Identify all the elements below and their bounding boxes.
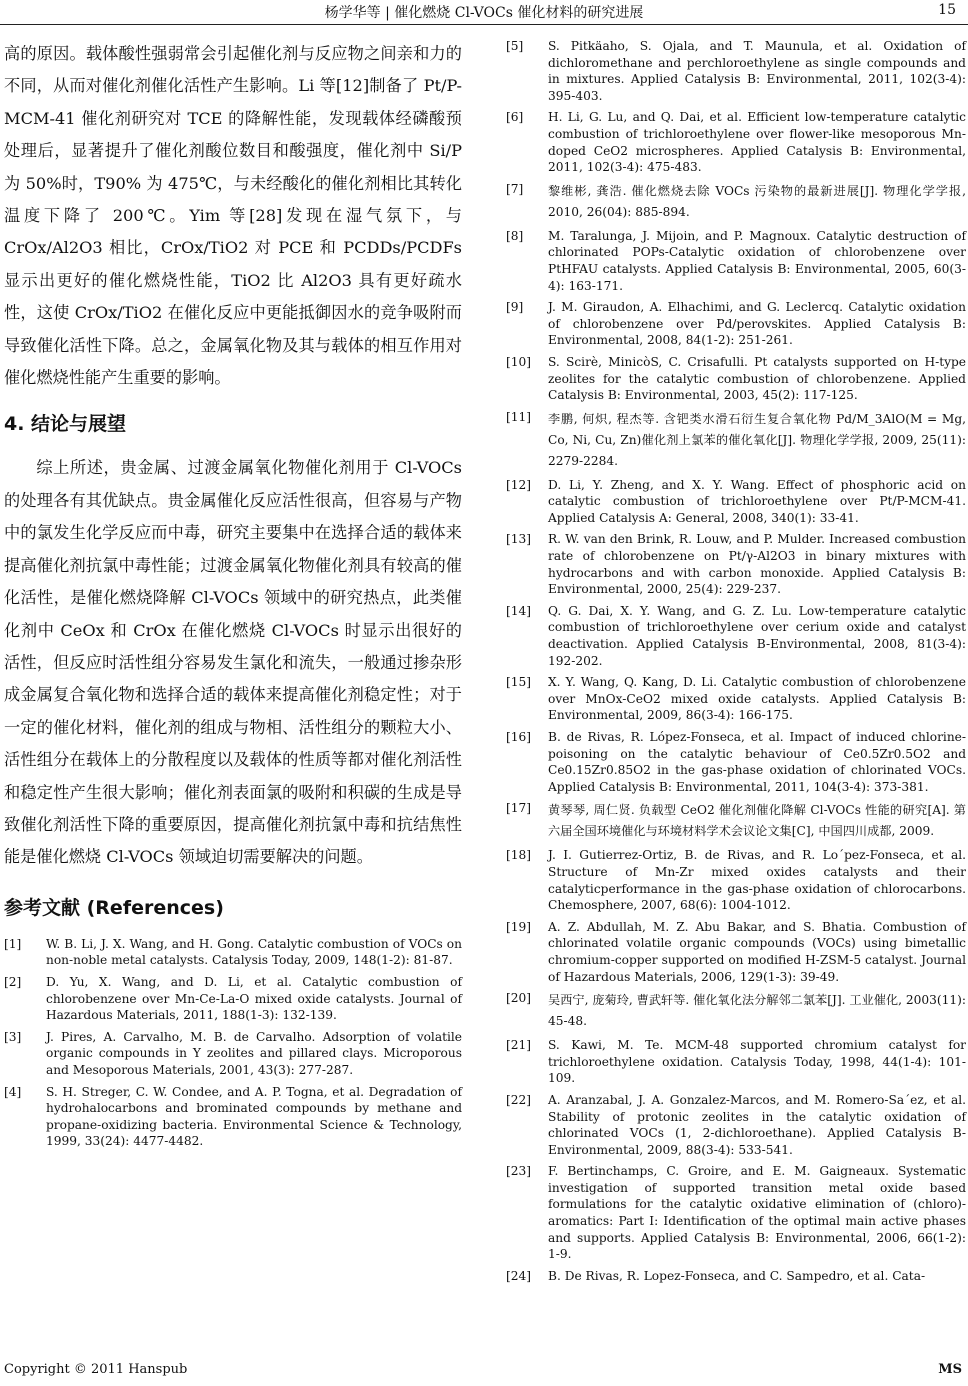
reference-item	[506, 919, 966, 985]
reference-item	[506, 1037, 966, 1087]
reference-item	[506, 228, 966, 294]
journal-abbrev: MS	[938, 1362, 962, 1377]
reference-item	[506, 603, 966, 669]
reference-item	[506, 729, 966, 795]
reference-item	[4, 974, 462, 1024]
left-column	[4, 38, 462, 1155]
reference-item	[506, 1092, 966, 1158]
reference-text: 黎维彬, 龚浩. 催化燃烧去除 VOCs 污染物的最新进展[J]. 物理化学学报, 2010, 26(04): 885-894.	[548, 183, 966, 219]
reference-text: A. Z. Abdullah, M. Z. Abu Bakar, and S. Bhatia. Combustion of chlorinated volatile organic compounds (VOCs) using bimetallic chromium-copper supported on modified H-ZSM-5 catalyst. Journal of Hazardous Materials, 2006, 129(1-3): 39-49.	[548, 919, 966, 984]
running-title: 杨学华等 | 催化燃烧 Cl-VOCs 催化材料的研究进展	[324, 5, 644, 21]
reference-text: A. Aranzabal, J. A. Gonzalez-Marcos, and M. Romero-Sa´ez, et al. Stability of protonic zeolites in the catalytic oxidation of chlorinated VOCs (1, 2-dichloroethane). Applied Catalysis B-Environmental, 2009, 88(3-4): 533-541.	[548, 1092, 966, 1157]
body-paragraph-2: 综上所述，贵金属、过渡金属氧化物催化剂用于 Cl-VOCs 的处理各有其优缺点。贵金属催化反应活性很高，但容易与产物中的氯发生化学反应而中毒，研究主要集中在选择合适的载体来提高催化剂抗氯中毒性能；过渡金属氧化物催化剂具有较高的催化活性，是催化燃烧降解 Cl-VOCs 领域中的研究热点，此类催化剂中 CeOx 和 CrOx 在催化燃烧 Cl-VOCs 时显示出很好的活性，但反应时活性组分容易发生氯化和流失，一般通过掺杂形成金属复合氧化物和选择合适的载体来提高催化剂稳定性；对于一定的催化材料，催化剂的组成与物相、活性组分的颗粒大小、活性组分在载体上的分散程度以及载体的性质等都对催化剂活性和稳定性产生很大影响；催化剂表面氯的吸附和积碳的生成是导致催化剂活性下降的重要原因，提高催化剂抗氯中毒和抗结焦性能是催化燃烧 Cl-VOCs 领域迫切需要解决的问题。	[4, 458, 462, 867]
reference-item	[4, 1084, 462, 1150]
reference-item	[506, 477, 966, 527]
reference-item	[506, 109, 966, 175]
reference-number: [3]	[4, 1029, 22, 1044]
reference-number: [8]	[506, 228, 524, 243]
reference-item	[506, 38, 966, 104]
reference-number: [5]	[506, 39, 524, 53]
reference-number: [7]	[506, 181, 524, 196]
reference-text: J. M. Giraudon, A. Elhachimi, and G. Leclercq. Catalytic oxidation of chlorobenzene over Pd/perovskites. Applied Catalysis B: Environmental, 2008, 84(1-2): 251-261.	[548, 300, 966, 348]
reference-list-left	[4, 936, 462, 1150]
reference-text: 吴西宁, 庞菊玲, 曹武轩等. 催化氧化法分解邻二氯苯[J]. 工业催化, 2003(11): 45-48.	[548, 993, 966, 1029]
reference-number: [19]	[506, 919, 532, 934]
reference-text: H. Li, G. Lu, and Q. Dai, et al. Efficient low-temperature catalytic combustion of trichloroethylene over flower-like mesoporous Mn-doped CeO2 microspheres. Applied Catalysis B: Environmental, 2011, 102(3-4): 475-483.	[548, 110, 966, 175]
reference-number: [16]	[506, 730, 532, 744]
reference-text: B. De Rivas, R. Lopez-Fonseca, and C. Sampedro, et al. Cata-	[548, 1268, 926, 1283]
reference-item	[506, 1268, 966, 1285]
reference-text: J. Pires, A. Carvalho, M. B. de Carvalho. Adsorption of volatile organic compounds in Y zeolites and pillared clays. Microporous and Mesoporous Materials, 2001, 43(3): 277-287.	[46, 1029, 462, 1077]
reference-number: [22]	[506, 1092, 532, 1107]
reference-item	[506, 531, 966, 597]
reference-text: S. Kawi, M. Te. MCM-48 supported chromium catalyst for trichloroethylene oxidation. Catalysis Today, 1998, 44(1-4): 101-109.	[548, 1038, 966, 1086]
reference-item	[506, 354, 966, 404]
reference-number: [1]	[4, 936, 22, 951]
reference-number: [12]	[506, 477, 532, 492]
reference-number: [10]	[506, 354, 532, 369]
reference-number: [20]	[506, 991, 532, 1006]
reference-item	[4, 936, 462, 969]
references-heading: 参考文献 (References)	[4, 896, 224, 919]
reference-number: [21]	[506, 1038, 532, 1053]
reference-item	[506, 847, 966, 913]
reference-text: D. Li, Y. Zheng, and X. Y. Wang. Effect of phosphoric acid on catalytic combustion of trichloroethylene over Pt/P-MCM-41. Applied Catalysis A: General, 2008, 340(1): 33-41.	[548, 477, 966, 525]
reference-item	[506, 299, 966, 349]
reference-text: S. H. Streger, C. W. Condee, and A. P. Togna, et al. Degradation of hydrohalocarbons and brominated compounds by methane and propane-oxidizing bacteria. Environmental Science & Technology, 1999, 33(24): 4477-4482.	[46, 1084, 462, 1149]
reference-item	[4, 1029, 462, 1079]
reference-text: 李鹏, 何炽, 程杰等. 含钯类水滑石衍生复合氧化物 Pd/M_3AlO(M = Mg, Co, Ni, Cu, Zn)催化剂上氯苯的催化氧化[J]. 物理化学学报, 2009, 25(11): 2279-2284.	[548, 411, 966, 468]
reference-text: R. W. van den Brink, R. Louw, and P. Mulder. Increased combustion rate of chlorobenzene on Pt/γ-Al2O3 in binary mixtures with hydrocarbons and with carbon monoxide. Applied Catalysis B: Environmental, 2000, 25(4): 229-237.	[548, 532, 966, 597]
page-number: 15	[938, 2, 956, 18]
reference-text: F. Bertinchamps, C. Groire, and E. M. Gaigneaux. Systematic investigation of supported transition metal oxide based formulations for the catalytic oxidative elimination of (chloro)-aromatics: Part I: Identification of the optimal main active phases and supports. Applied Catalysis B: Environmental, 2006, 66(1-2): 1-9.	[548, 1164, 966, 1262]
reference-text: M. Taralunga, J. Mijoin, and P. Magnoux. Catalytic destruction of chlorinated POPs-Catalytic oxidation of chlorobenzene over PtHFAU catalysts. Applied Catalysis B: Environmental, 2005, 60(3-4): 163-171.	[548, 228, 966, 293]
body-paragraph-1: 高的原因。载体酸性强弱常会引起催化剂与反应物之间亲和力的不同，从而对催化剂催化活性产生影响。Li 等[12]制备了 Pt/P-MCM-41 催化剂研究对 TCE 的降解性能，发现载体经磷酸预处理后，显著提升了催化剂酸位数目和酸强度，催化剂中 Si/P 为 50%时，T90% 为 475℃，与未经酸化的催化剂相比其转化温度下降了 200℃。Yim 等[28]发现在湿气氛下，与 CrOx/Al2O3 相比，CrOx/TiO2 对 PCE 和 PCDDs/PCDFs 显示出更好的催化燃烧性能，TiO2 比 Al2O3 具有更好疏水性，这使 CrOx/TiO2 在催化反应中更能抵御因水的竞争吸附而导致催化活性下降。总之，金属氧化物及其与载体的相互作用对催化燃烧性能产生重要的影响。	[4, 44, 462, 388]
reference-text: B. de Rivas, R. López-Fonseca, et al. Impact of induced chlorine-poisoning on the catalytic behaviour of Ce0.5Zr0.5O2 and Ce0.15Zr0.85O2 in the gas-phase oxidation of chlorinated VOCs. Applied Catalysis B: Environmental, 2011, 104(3-4): 373-381.	[548, 730, 966, 794]
reference-item	[506, 674, 966, 724]
reference-number: [9]	[506, 300, 524, 315]
reference-number: [18]	[506, 848, 532, 863]
reference-number: [17]	[506, 801, 532, 816]
reference-item	[506, 800, 966, 842]
reference-number: [23]	[506, 1164, 532, 1179]
reference-number: [11]	[506, 409, 532, 424]
reference-number: [13]	[506, 532, 532, 547]
reference-item	[506, 181, 966, 223]
reference-text: J. I. Gutierrez-Ortiz, B. de Rivas, and R. Lo´pez-Fonseca, et al. Structure of Mn-Zr mixed oxides catalysts and their catalyticperformance in the gas-phase oxidation of chlorocarbons. Chemosphere, 2007, 68(6): 1004-1012.	[548, 848, 966, 913]
reference-number: [4]	[4, 1084, 22, 1099]
reference-text: X. Y. Wang, Q. Kang, D. Li. Catalytic combustion of chlorobenzene over MnOx-CeO2 mixed oxide catalysts. Applied Catalysis B: Environmental, 2009, 86(3-4): 166-175.	[548, 675, 966, 723]
section-heading-conclusion: 4. 结论与展望	[4, 413, 127, 436]
reference-text: 黄琴琴, 周仁贤. 负载型 CeO2 催化剂催化降解 Cl-VOCs 性能的研究[A]. 第六届全国环境催化与环境材料学术会议论文集[C], 中国四川成都, 2009.	[548, 803, 966, 839]
header-rule	[0, 24, 968, 25]
reference-item	[506, 409, 966, 472]
reference-number: [14]	[506, 603, 532, 618]
reference-number: [15]	[506, 675, 532, 690]
reference-number: [2]	[4, 974, 22, 989]
reference-number: [24]	[506, 1268, 532, 1283]
reference-text: S. Pitkäaho, S. Ojala, and T. Maunula, et al. Oxidation of dichloromethane and perchloroethylene as single compounds and in mixtures. Applied Catalysis B: Environmental, 2011, 102(3-4): 395-403.	[548, 39, 966, 103]
reference-item	[506, 990, 966, 1032]
reference-text: S. Scirè, MinicòS, C. Crisafulli. Pt catalysts supported on H-type zeolites for the catalytic combustion of chlorobenzene. Applied Catalysis B: Environmental, 2003, 45(2): 117-125.	[548, 354, 966, 403]
reference-item	[506, 1163, 966, 1263]
reference-text: W. B. Li, J. X. Wang, and H. Gong. Catalytic combustion of VOCs on non-noble metal catalysts. Catalysis Today, 2009, 148(1-2): 81-87.	[46, 936, 462, 968]
reference-number: [6]	[506, 110, 524, 125]
reference-text: Q. G. Dai, X. Y. Wang, and G. Z. Lu. Low-temperature catalytic combustion of trichloroethylene over cerium oxide and catalyst deactivation. Applied Catalysis B-Environmental, 2008, 81(3-4): 192-202.	[548, 603, 966, 668]
reference-text: D. Yu, X. Wang, and D. Li, et al. Catalytic combustion of chlorobenzene over Mn-Ce-La-O mixed oxide catalysts. Journal of Hazardous Materials, 2011, 188(1-3): 132-139.	[46, 974, 462, 1023]
copyright-notice: Copyright © 2011 Hanspub	[4, 1362, 188, 1377]
right-column	[506, 38, 966, 1289]
page-header	[0, 0, 968, 26]
